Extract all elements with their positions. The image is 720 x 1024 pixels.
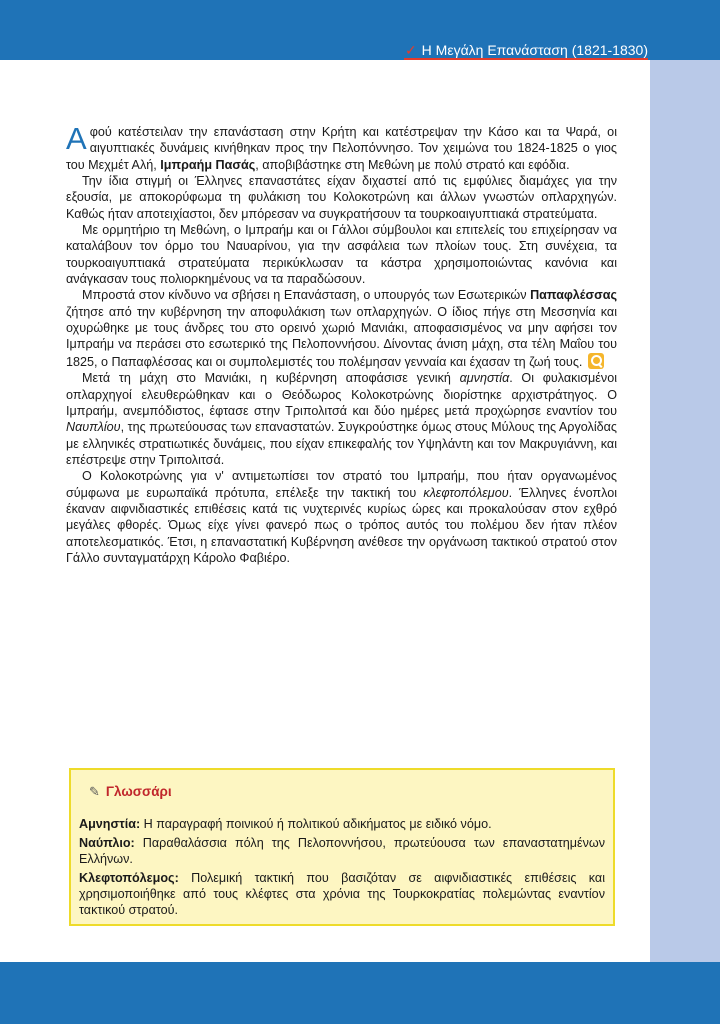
italic-term: αμνηστία [459, 371, 510, 386]
glossary-entry [79, 816, 605, 832]
italic-term: Ναυπλίου [66, 420, 121, 435]
glossary-term: Ναύπλιο: [79, 835, 135, 850]
body-text [66, 121, 617, 566]
glossary-term: Κλεφτοπόλεμος: [79, 870, 179, 885]
bold-term: Παπαφλέσσας [530, 288, 617, 303]
bottom-banner [0, 962, 720, 1024]
text-run: ζήτησε από την κυβέρνηση την αποφυλάκιση των οπλαρχηγών. Ο ίδιος πήγε στη Μεσσηνία και οχυρώθηκε με τους άνδρες του στο ορεινό χωριό Μανιάκι, αποφασισμένος να μην αφήσει τον Ιμπραήμ να περάσει στο εσωτερικό της Πελοποννήσου. Δίνοντας άνιση μάχη, στα τέλη Μαΐου του 1825, ο Παπαφλέσσας και οι συμπολεμιστές του πολέμησαν γενναία και έχασαν τη ζωή τους. [66, 304, 617, 369]
glossary-header [89, 784, 605, 800]
glossary-entry [79, 870, 605, 919]
text-run: Μετά τη μάχη στο Μανιάκι, η κυβέρνηση αποφάσισε γενική [82, 371, 460, 386]
text-run: . Οι φυλακισμένοι οπλαρχηγοί ελευθερώθηκαν και ο Θεόδωρος Κολοκοτρώνης διορίστηκε αρχιστράτηγος. Ο Ιμπραήμ, ανεμπόδιστος, έφτασε στην Τριπολιτσά και δύο ημέρες μετά προχώρησε εναντίον του [66, 371, 617, 418]
search-icon[interactable] [588, 353, 604, 369]
italic-term: κλεφτοπόλεμου [423, 485, 509, 500]
side-band [650, 60, 720, 962]
paragraph-4 [66, 287, 617, 370]
text-run: Ο Κολοκοτρώνης για ν' αντιμετωπίσει τον στρατό του Ιμπραήμ, που ήταν οργανωμένος σύμφωνα με ευρωπαϊκά πρότυπα, επέλεξε την τακτική του [66, 469, 617, 500]
text-run: . Έλληνες ένοπλοι έκαναν αιφνιδιαστικές επιθέσεις κατά τις νυχτερινές κυρίως ώρες και προκαλούσαν στον εχθρό μεγάλες φθορές. Όμως είχε γίνει φανερό πως ο τρόπος αυτός του πολέμου δεν ήταν πλέον αποτελεσματικός. Έτσι, η επαναστατική Κυβέρνηση ανέθεσε την οργάνωση τακτικού στρατού στον Γάλλο συνταγματάρχη Κάρολο Φαβιέρο. [66, 485, 617, 565]
paragraph-5 [66, 370, 617, 468]
pencil-icon: ✎ [89, 784, 100, 799]
chapter-title: Η Μεγάλη Επανάσταση (1821-1830) [421, 42, 648, 58]
glossary-definition: Πολεμική τακτική που βασιζόταν σε αιφνιδιαστικές επιθέσεις και χρησιμοποιήθηκε από τους κλέφτες στα χρόνια της Τουρκοκρατίας πολεμώντας εναντίον τακτικού στρατού. [79, 870, 605, 918]
glossary-title: Γλωσσάρι [105, 784, 172, 799]
glossary-entry [79, 835, 605, 868]
bold-term: Ιμπραήμ Πασάς [160, 157, 256, 172]
text-run: Μπροστά στον κίνδυνο να σβήσει η Επανάσταση, ο υπουργός των Εσωτερικών [82, 288, 531, 303]
paragraph-6 [66, 468, 617, 566]
glossary-term: Αμνηστία: [79, 817, 141, 832]
text-run: , αποβιβάστηκε στη Μεθώνη με πολύ στρατό και εφόδια. [255, 157, 570, 172]
text-run: , της πρωτεύουσας των επαναστατών. Συγκρούστηκε όμως στους Μύλους της Αργολίδας με ελληνικές στρατιωτικές δυνάμεις, που είχαν επικεφαλής τον Υψηλάντη και τον Μακρυγιάννη, και επέστρεψε στην Τριπολιτσά. [66, 420, 617, 467]
paragraph-3: Με ορμητήριο τη Μεθώνη, ο Ιμπραήμ και οι Γάλλοι σύμβουλοι και επιτελείς του επιχείρησαν να καταλάβουν τον όρμο του Ναυαρίνου, για την ασφάλεια των πλοίων τους. Στη συνέχεια, τα τουρκοαιγυπτιακά στρατεύματα περικύκλωσαν τα κάστρα χρησιμοποιώντας κανόνια και ανάγκασαν τους πολιορκημένους να τα παραδώσουν. [66, 223, 617, 287]
text-run: φού κατέστειλαν την επανάσταση στην Κρήτη και κατέστρεψαν την Κάσο και τα Ψαρά, οι αιγυπτιακές δυνάμεις κινήθηκαν προς την Πελοπόννησο. Τον χειμώνα του 1824-1825 ο γιος του Μεχμέτ Αλή, [66, 125, 617, 172]
drop-cap: Α [66, 121, 87, 156]
glossary-box [69, 768, 615, 926]
glossary-definition: Παραθαλάσσια πόλη της Πελοποννήσου, πρωτεύουσα των επαναστατημένων Ελλήνων. [79, 835, 605, 867]
header-underline [404, 58, 648, 60]
glossary-definition: Η παραγραφή ποινικού ή πολιτικού αδικήματος με ειδικό νόμο. [140, 817, 492, 832]
chapter-header [405, 40, 648, 60]
paragraph-2: Την ίδια στιγμή οι Έλληνες επαναστάτες είχαν διχαστεί από τις εμφύλιες διαμάχες για την εξουσία, με αποκορύφωμα τη φυλάκιση του Κολοκοτρώνη και άλλων γνωστών οπλαρχηγών. Καθώς ήταν αποτειχίαστοι, δεν μπόρεσαν να συγκρατήσουν τα τουρκοαιγυπτιακά στρατεύματα. [66, 174, 617, 221]
check-icon: ✓ [404, 41, 417, 58]
paragraph-1 [66, 121, 617, 173]
